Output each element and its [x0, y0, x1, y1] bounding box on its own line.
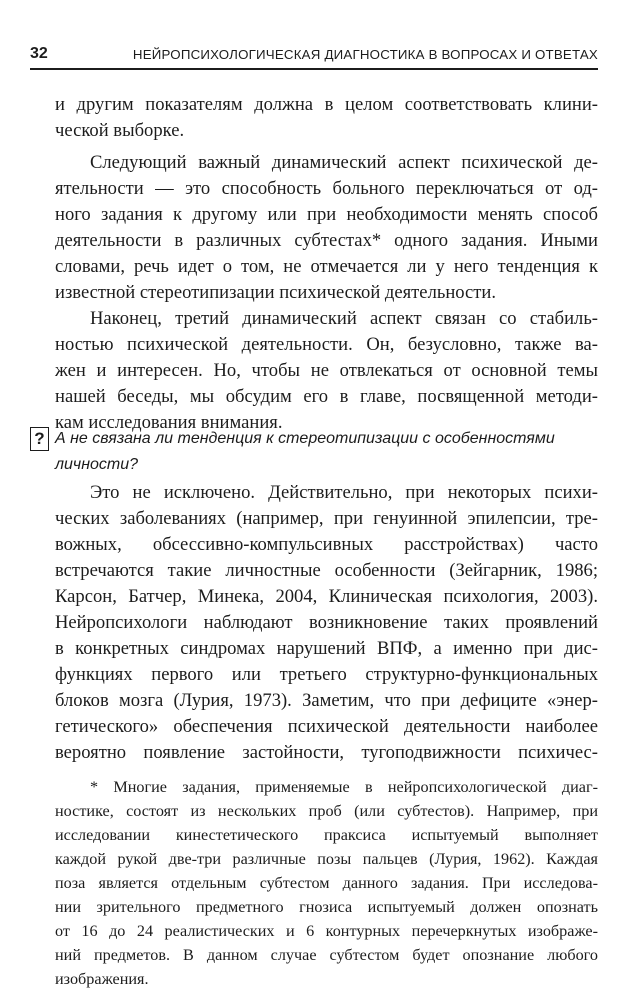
answer-line: встречаются такие личностные особенности (Зейгарник, 1986;: [55, 560, 598, 581]
footnote-line: нии зрительного предметного гнозиса испытуемый должен опознать: [55, 898, 598, 916]
footnote-line: ний предметов. В данном случае субтестом будет опознание любого: [55, 946, 598, 964]
answer-line: вероятно появление застойности, тугоподвижности психичес-: [55, 742, 598, 763]
answer-line: Карсон, Батчер, Минека, 2004, Клиническая психология, 2003).: [55, 586, 598, 607]
footnote-line: поза является отдельным субтестом данного задания. При исследова-: [55, 874, 598, 892]
body-line: Следующий важный динамический аспект психической де-: [90, 152, 598, 173]
question-line: личности?: [55, 456, 139, 473]
body-line: деятельности в различных субтестах* одного задания. Иными: [55, 230, 598, 251]
body-line: ятельности — это способность больного переключаться от од-: [55, 178, 598, 199]
body-line: жен и интересен. Но, чтобы не отвлекаться от основной темы: [55, 360, 598, 381]
page-number: 32: [30, 45, 48, 62]
footnote-line: каждой рукой две-три различные позы пальцев (Лурия, 1962). Каждая: [55, 850, 598, 868]
body-line: кам исследования внимания.: [55, 412, 283, 433]
footnote-line: исследовании кинестетического праксиса испытуемый выполняет: [55, 826, 598, 844]
answer-line: функциях первого или третьего структурно-функциональных: [55, 664, 598, 685]
body-line: словами, речь идет о том, не отмечается ли у него тенденция к: [55, 256, 598, 277]
answer-line: вожных, обсессивно-компульсивных расстройствах) часто: [55, 534, 598, 555]
body-line: ного задания к другому или при необходимости менять способ: [55, 204, 598, 225]
body-line: ческой выборке.: [55, 120, 185, 141]
footnote-line: от 16 до 24 реалистических и 6 контурных перечеркнутых изображе-: [55, 922, 598, 940]
answer-line: Это не исключено. Действительно, при некоторых психи-: [90, 482, 598, 503]
footnote-line: изображения.: [55, 970, 149, 988]
body-line: и другим показателям должна в целом соответствовать клини-: [55, 94, 598, 115]
body-line: Наконец, третий динамический аспект связан со стабиль-: [90, 308, 598, 329]
footnote-line: ностике, состоят из нескольких проб (или субтестов). Например, при: [55, 802, 598, 820]
answer-line: в конкретных синдромах нарушений ВПФ, а именно при дис-: [55, 638, 598, 659]
answer-line: гетического» обеспечения психической деятельности наиболее: [55, 716, 598, 737]
running-header: [30, 42, 598, 70]
body-line: известной стереотипизации психической деятельности.: [55, 282, 497, 303]
question-mark-icon: ?: [30, 427, 49, 451]
running-title: НЕЙРОПСИХОЛОГИЧЕСКАЯ ДИАГНОСТИКА В ВОПРОСАХ И ОТВЕТАХ: [132, 47, 598, 62]
body-line: ностью психической деятельности. Он, безусловно, также ва-: [55, 334, 598, 355]
footnote-line: * Многие задания, применяемые в нейропсихологической диаг-: [90, 778, 598, 796]
question-line: А не связана ли тенденция к стереотипизации с особенностями: [55, 430, 555, 447]
answer-line: Нейропсихологи наблюдают возникновение таких проявлений: [55, 612, 598, 633]
answer-line: блоков мозга (Лурия, 1973). Заметим, что при дефиците «энер-: [55, 690, 598, 711]
body-line: нашей беседы, мы обсудим его в главе, посвященной методи-: [55, 386, 598, 407]
answer-line: ческих заболеваниях (например, при генуинной эпилепсии, тре-: [55, 508, 598, 529]
